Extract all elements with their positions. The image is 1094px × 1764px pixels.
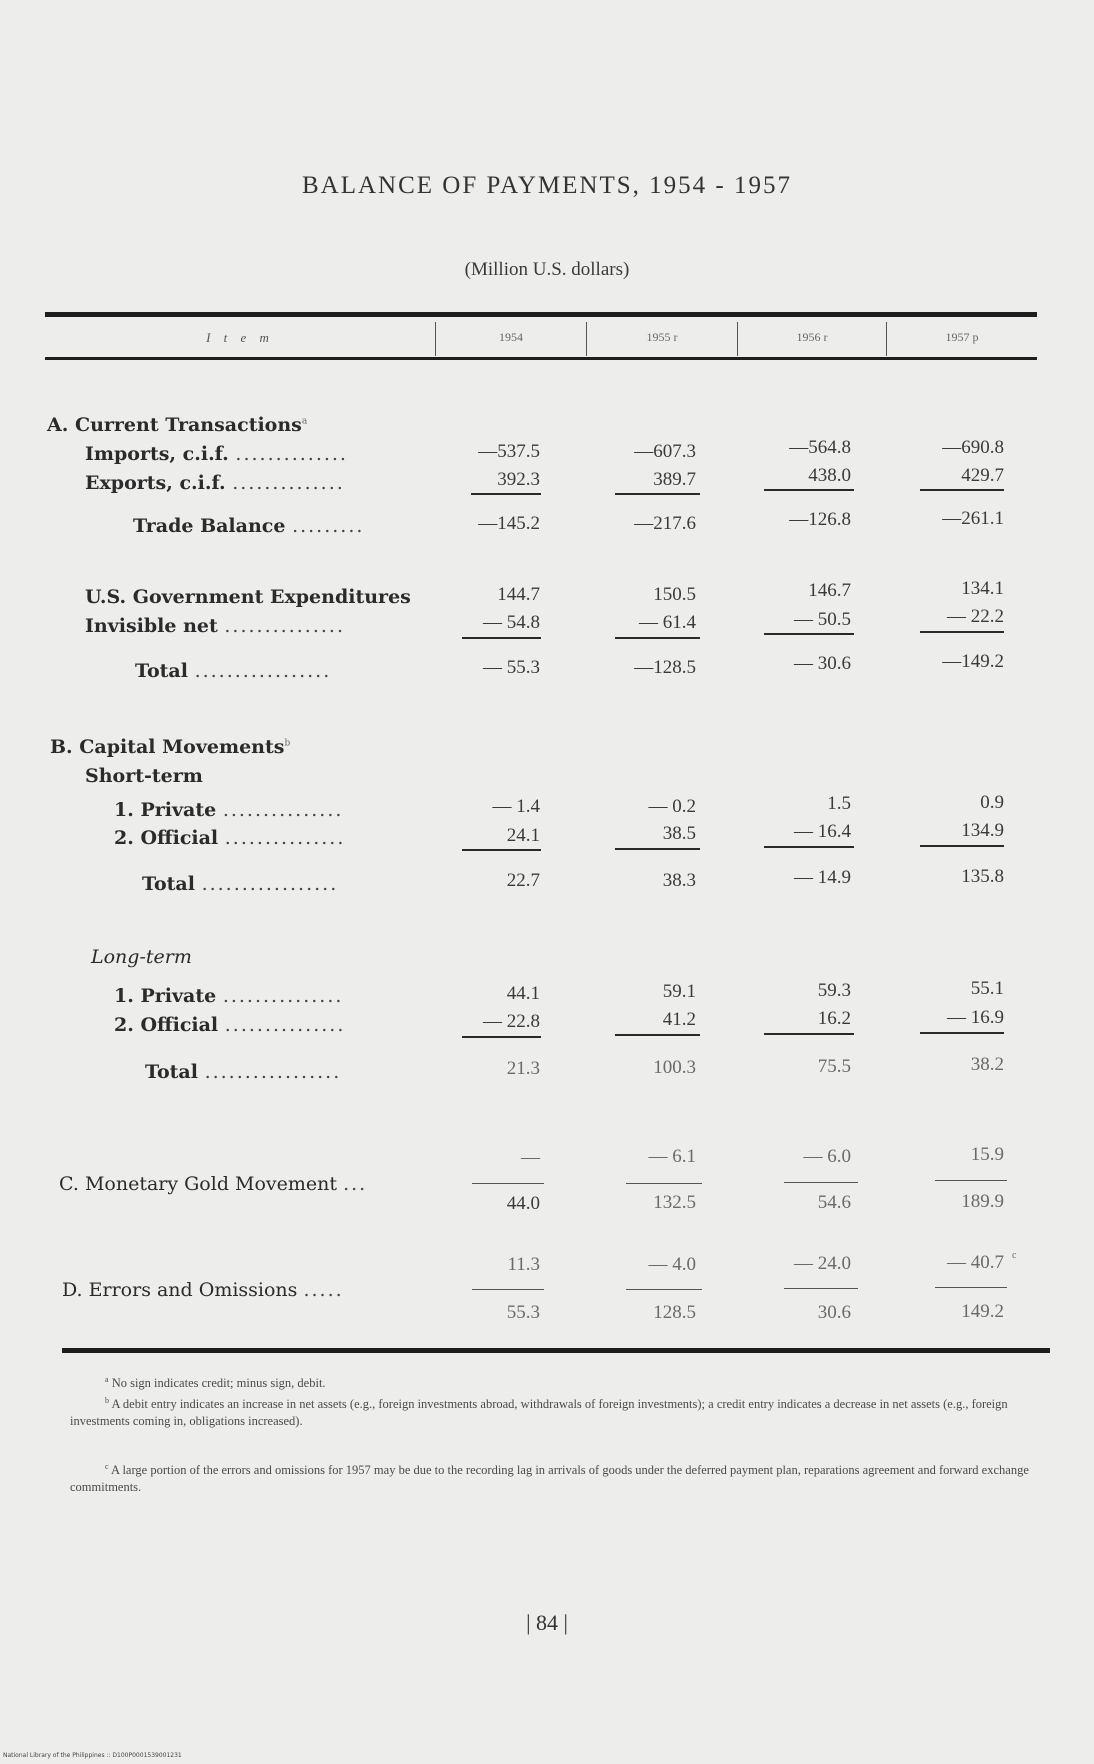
cell: 54.6	[817, 1192, 851, 1213]
underline	[462, 1036, 541, 1038]
row-label-us-gov-expenditures: U.S. Government Expenditures	[85, 586, 411, 608]
header-col-1956: 1956 r	[796, 330, 828, 344]
row-label-long-official: 2. Official ...............	[114, 1014, 346, 1036]
section-a-label: A. Current Transactions$^a$	[47, 414, 308, 436]
row-label-invisible-net: Invisible net ...............	[85, 615, 345, 637]
cell: 134.1	[961, 578, 1004, 599]
cell: 30.6	[817, 1302, 851, 1323]
underline	[472, 1289, 544, 1290]
cell: — 14.9	[794, 867, 851, 888]
page-title: BALANCE OF PAYMENTS, 1954 - 1957	[302, 172, 792, 199]
table-top-rule	[45, 312, 1037, 317]
cell: —607.3	[634, 441, 696, 462]
cell: 146.7	[808, 580, 851, 601]
cell: — 40.7	[947, 1252, 1004, 1273]
underline	[626, 1289, 702, 1290]
cell: 150.5	[653, 584, 696, 605]
cell: 41.2	[662, 1009, 696, 1030]
cell: —690.8	[942, 437, 1004, 458]
footnote-c: $^c$ A large portion of the errors and omissions for 1957 may be due to the recording lag in arrivals of goods under the deferred payment plan, reparations agreement and forward exchange commitments.	[70, 1462, 1029, 1495]
header-col-1957: 1957 p	[945, 330, 979, 344]
cell: — 4.0	[648, 1254, 696, 1275]
cell: 132.5	[653, 1192, 696, 1213]
cell: 24.1	[506, 825, 540, 846]
cell: — 61.4	[639, 612, 696, 633]
underline	[784, 1182, 858, 1183]
underline	[920, 631, 1004, 633]
cell: 21.3	[506, 1058, 540, 1079]
row-label-total-a: Total .................	[135, 660, 332, 682]
underline	[471, 493, 541, 495]
row-label-imports: Imports, c.i.f. ..............	[85, 443, 348, 465]
cell: — 22.8	[483, 1011, 540, 1032]
cell: 389.7	[653, 469, 696, 490]
underline	[920, 845, 1004, 847]
underline	[462, 637, 541, 639]
cell: —126.8	[789, 509, 851, 530]
cell: 16.2	[817, 1008, 851, 1029]
cell: —261.1	[942, 508, 1004, 529]
cell: —145.2	[478, 513, 540, 534]
cell: — 6.1	[648, 1146, 696, 1167]
underline	[764, 633, 854, 635]
section-c-label: C. Monetary Gold Movement ...	[59, 1173, 368, 1195]
table-bottom-rule	[62, 1348, 1050, 1353]
cell: — 1.4	[492, 796, 540, 817]
table-header-rule	[45, 357, 1037, 360]
row-label-long-total: Total .................	[145, 1061, 342, 1083]
long-term-label: Long-term	[91, 946, 192, 968]
underline	[472, 1183, 544, 1184]
underline	[920, 489, 1004, 491]
cell: 128.5	[653, 1302, 696, 1323]
cell: — 55.3	[483, 657, 540, 678]
underline	[462, 849, 541, 851]
footnote-a: $^a$ No sign indicates credit; minus sign, debit.	[105, 1375, 326, 1391]
row-label-short-official: 2. Official ...............	[114, 827, 346, 849]
section-d-label: D. Errors and Omissions .....	[62, 1279, 344, 1301]
cell: 135.8	[961, 866, 1004, 887]
underline	[615, 1034, 700, 1036]
underline	[764, 489, 854, 491]
cell: — 16.4	[794, 821, 851, 842]
row-label-exports: Exports, c.i.f. ..............	[85, 472, 345, 494]
underline	[626, 1183, 702, 1184]
header-col-1954: 1954	[499, 330, 523, 344]
cell: —217.6	[634, 513, 696, 534]
cell: — 0.2	[648, 796, 696, 817]
cell: 189.9	[961, 1191, 1004, 1212]
cell: 392.3	[497, 469, 540, 490]
cell: 100.3	[653, 1057, 696, 1078]
underline	[784, 1288, 858, 1289]
underline	[764, 1033, 854, 1035]
row-label-short-total: Total .................	[142, 873, 339, 895]
cell: 38.2	[970, 1054, 1004, 1075]
page-subtitle: (Million U.S. dollars)	[464, 259, 630, 280]
underline	[615, 493, 700, 495]
cell: — 6.0	[803, 1146, 851, 1167]
underline	[920, 1032, 1004, 1034]
header-item: I t e m	[206, 330, 274, 345]
cell: —564.8	[789, 437, 851, 458]
cell: — 16.9	[947, 1007, 1004, 1028]
cell: 55.3	[506, 1302, 540, 1323]
cell: — 50.5	[794, 609, 851, 630]
cell: — 30.6	[794, 653, 851, 674]
cell: 0.9	[980, 792, 1004, 813]
cell: 44.0	[506, 1193, 540, 1214]
page-number: | 84 |	[526, 1610, 568, 1635]
cell: 144.7	[497, 584, 540, 605]
section-b-label: B. Capital Movements$^b$	[50, 736, 291, 758]
cell: — 22.2	[947, 606, 1004, 627]
short-term-label: Short-term	[85, 765, 203, 787]
row-label-trade-balance: Trade Balance .........	[133, 515, 365, 537]
cell: 38.5	[662, 823, 696, 844]
cell: —537.5	[478, 441, 540, 462]
cell: — 24.0	[794, 1253, 851, 1274]
cell: 134.9	[961, 820, 1004, 841]
row-label-long-private: 1. Private ...............	[114, 985, 344, 1007]
underline	[935, 1180, 1007, 1181]
underline	[615, 848, 700, 850]
footnote-b: $^b$ A debit entry indicates an increase in net assets (e.g., foreign investments abroad, withdrawals of foreign investments); a credit entry indicates a decrease in net assets (e.g., foreign investments coming in, obligations increased).	[70, 1396, 1008, 1429]
cell: 55.1	[970, 978, 1004, 999]
cell: 22.7	[506, 870, 540, 891]
cell: 429.7	[961, 465, 1004, 486]
underline	[764, 846, 854, 848]
cell: —	[521, 1147, 540, 1168]
cell: —149.2	[942, 651, 1004, 672]
cell: 59.1	[662, 981, 696, 1002]
cell: 438.0	[808, 465, 851, 486]
row-label-short-private: 1. Private ...............	[114, 799, 344, 821]
header-col-1955: 1955 r	[646, 330, 678, 344]
footnote-marker-c: c	[1012, 1250, 1017, 1261]
cell: —128.5	[634, 657, 696, 678]
cell: 59.3	[817, 980, 851, 1001]
underline	[935, 1287, 1007, 1288]
cell: 11.3	[507, 1254, 540, 1275]
cell: 1.5	[827, 793, 851, 814]
cell: 44.1	[506, 983, 540, 1004]
underline	[615, 637, 700, 639]
cell: 75.5	[817, 1056, 851, 1077]
cell: 15.9	[970, 1144, 1004, 1165]
cell: 38.3	[662, 870, 696, 891]
cell: 149.2	[961, 1301, 1004, 1322]
library-stamp: National Library of the Philippines :: D100P0001539001231	[3, 1752, 182, 1759]
cell: — 54.8	[483, 612, 540, 633]
